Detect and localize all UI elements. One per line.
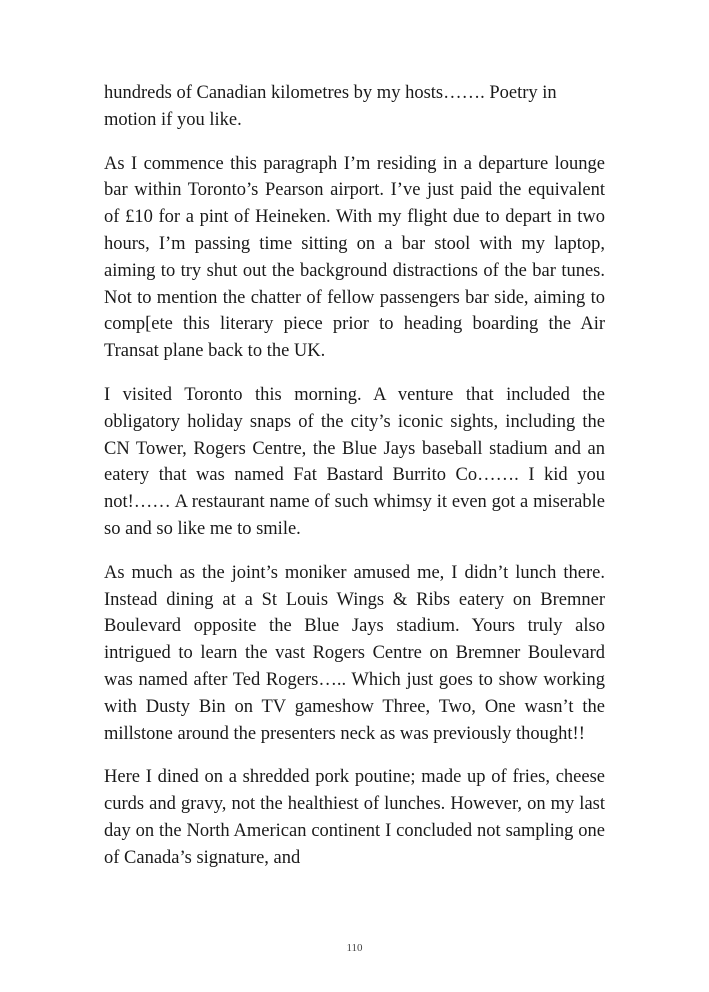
- paragraph-5: Here I dined on a shredded pork poutine; made up of fries, cheese curds and gravy, not the healthiest of lunches. However, on my last day on the North American continent I concluded not sampling one of Canada’s signature, and: [104, 767, 605, 868]
- paragraph-4: As much as the joint’s moniker amused me, I didn’t lunch there. Instead dining at a St Louis Wings & Ribs eatery on Bremner Boulevard opposite the Blue Jays stadium. Yours truly also intrigued to learn the vast Rogers Centre on Bremner Boulevard was named after Ted Rogers….. Which just goes to show working with Dusty Bin on TV gameshow Three, Two, One wasn’t the millstone around the presenters neck as was previously thought!!: [104, 562, 605, 744]
- paragraph-2: As I commence this paragraph I’m residing in a departure lounge bar within Toronto’s Pearson airport. I’ve just paid the equivalent of £10 for a pint of Heineken. With my flight due to depart in two hours, I’m passing time sitting on a bar stool with my laptop, aiming to try shut out the background distractions of the bar tunes. Not to mention the chatter of fellow passengers bar side, aiming to comp[ete this literary piece prior to heading boarding the Air Transat plane back to the UK.: [104, 153, 605, 362]
- body-text: [104, 80, 605, 889]
- page-number: 110: [346, 942, 363, 954]
- paragraph-3: I visited Toronto this morning. A venture that included the obligatory holiday snaps of the city’s iconic sights, including the CN Tower, Rogers Centre, the Blue Jays baseball stadium and an eatery that was named Fat Bastard Burrito Co……. I kid you not!…… A restaurant name of such whimsy it even got a miserable so and so like me to smile.: [104, 384, 605, 539]
- paragraph-1: hundreds of Canadian kilometres by my hosts……. Poetry in motion if you like.: [104, 83, 557, 130]
